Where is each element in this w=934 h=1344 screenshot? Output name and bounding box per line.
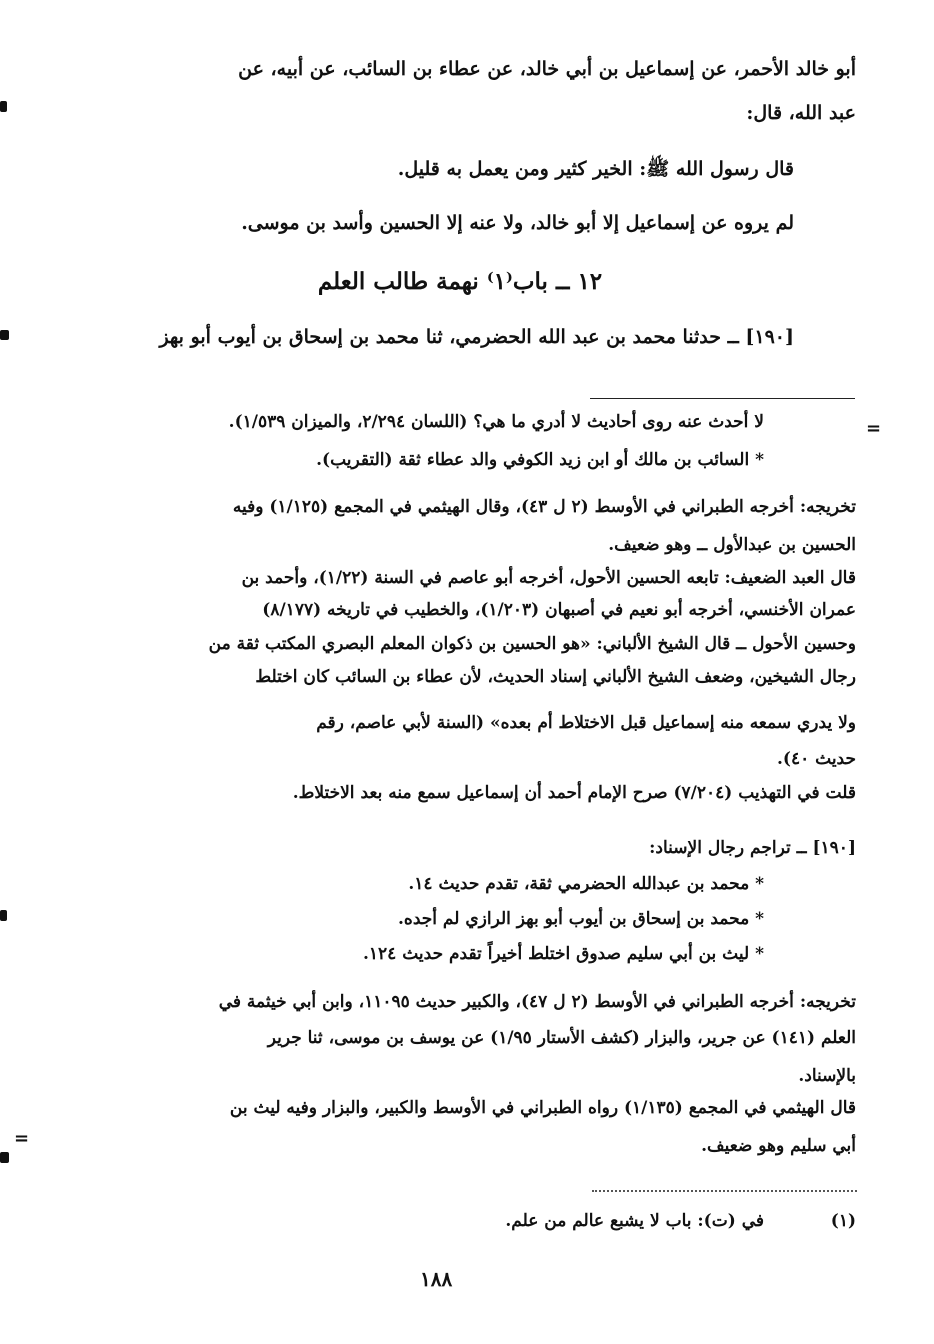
footnote-line: بالإسناد. [798, 1066, 856, 1086]
footnote-line: عمران الأخنسي، أخرجه أبو نعيم في أصبهان (١/٢٠٣)، والخطيب في تاريخه (٨/١٧٧) [262, 600, 856, 620]
scan-mark [0, 101, 7, 112]
footnote-line: رجال الشيخين، وضعف الشيخ الألباني إسناد الحديث، لأن عطاء بن السائب كان اختلط [255, 667, 856, 687]
footnote-separator [590, 398, 855, 399]
scan-mark [0, 910, 7, 921]
footnote-line: الحسين بن عبدالأول ــ وهو ضعيف. [608, 535, 856, 555]
footnote-line: * محمد بن عبدالله الحضرمي ثقة، تقدم حديث ١٤. [408, 874, 764, 894]
scan-mark [0, 330, 9, 340]
footnote-line: * ليث بن أبي سليم صدوق اختلط أخيراً تقدم حديث ١٢٤. [362, 944, 764, 964]
footnote-line: [١٩٠] ــ تراجم رجال الإسناد: [649, 838, 856, 858]
footnote-line: أبي سليم وهو ضعيف. [701, 1136, 856, 1156]
main-text-line-2: عبد الله، قال: [746, 102, 856, 124]
footnote-line: لا أحدث عنه روى أحاديث لا أدري ما هي؟ (اللسان ٢/٢٩٤، والميزان ١/٥٣٩). [228, 412, 764, 432]
main-text-line-4: لم يروه عن إسماعيل إلا أبو خالد، ولا عنه إلا الحسين وأسد بن موسى. [241, 212, 794, 234]
continuation-mark: = [866, 418, 882, 439]
hadith-190-start: [١٩٠] ــ حدثنا محمد بن عبد الله الحضرمي، ثنا محمد بن إسحاق بن أيوب أبو بهز [159, 326, 794, 348]
footnote-line: تخريجه: أخرجه الطبراني في الأوسط (٢ ل ٤٧)، والكبير حديث ١١٠٩٥، وابن أبي خيثمة في [218, 992, 856, 1012]
footnote-line: قلت في التهذيب (٧/٢٠٤) صرح الإمام أحمد أن إسماعيل سمع منه بعد الاختلاط. [292, 783, 856, 803]
scan-mark [0, 1152, 9, 1163]
footnote-line: قال الهيثمي في المجمع (١/١٣٥) رواه الطبراني في الأوسط والكبير، والبزار وفيه ليث بن [229, 1098, 856, 1118]
footnote-line: وحسين الأحول ــ قال الشيخ الألباني: «هو الحسين بن ذكوان المعلم البصري المكتب ثقة من [208, 634, 856, 654]
footnote-line: * محمد بن إسحاق بن أيوب أبو بهز الرازي لم أجده. [398, 909, 764, 929]
footnote-line: * السائب بن مالك أو ابن زيد الكوفي والد عطاء ثقة (التقريب). [316, 450, 764, 470]
footnote-line: العلم (١٤١) عن جرير، والبزار (كشف الأستار ١/٩٥) عن يوسف بن موسى، ثنا جرير [267, 1028, 856, 1048]
footnote-line: حديث ٤٠). [776, 749, 856, 769]
footnote-line: تخريجه: أخرجه الطبراني في الأوسط (٢ ل ٤٣)، وقال الهيثمي في المجمع (١/١٢٥) وفيه [232, 497, 856, 517]
footnote-line: ولا يدري سمعه منه إسماعيل قبل الاختلاط أم بعده» (السنة لأبي عاصم، رقم [316, 713, 856, 733]
page-number: ١٨٨ [420, 1267, 453, 1291]
chapter-heading: ١٢ ــ باب⁽١⁾ نهمة طالب العلم [317, 268, 603, 295]
footnote-line: قال العبد الضعيف: تابعه الحسين الأحول، أخرجه أبو عاصم في السنة (١/٢٢)، وأحمد بن [241, 568, 856, 588]
margin-note-separator [592, 1190, 857, 1192]
margin-note-text: في (ت): باب لا يشبع عالم من علم. [505, 1211, 764, 1231]
continuation-mark: = [14, 1128, 30, 1149]
margin-note-number: (١) [830, 1211, 856, 1231]
main-text-line-3: قال رسول الله ﷺ: الخير كثير ومن يعمل به قليل. [397, 158, 794, 180]
main-text-line-1: أبو خالد الأحمر، عن إسماعيل بن أبي خالد، عن عطاء بن السائب، عن أبيه، عن [238, 58, 856, 80]
